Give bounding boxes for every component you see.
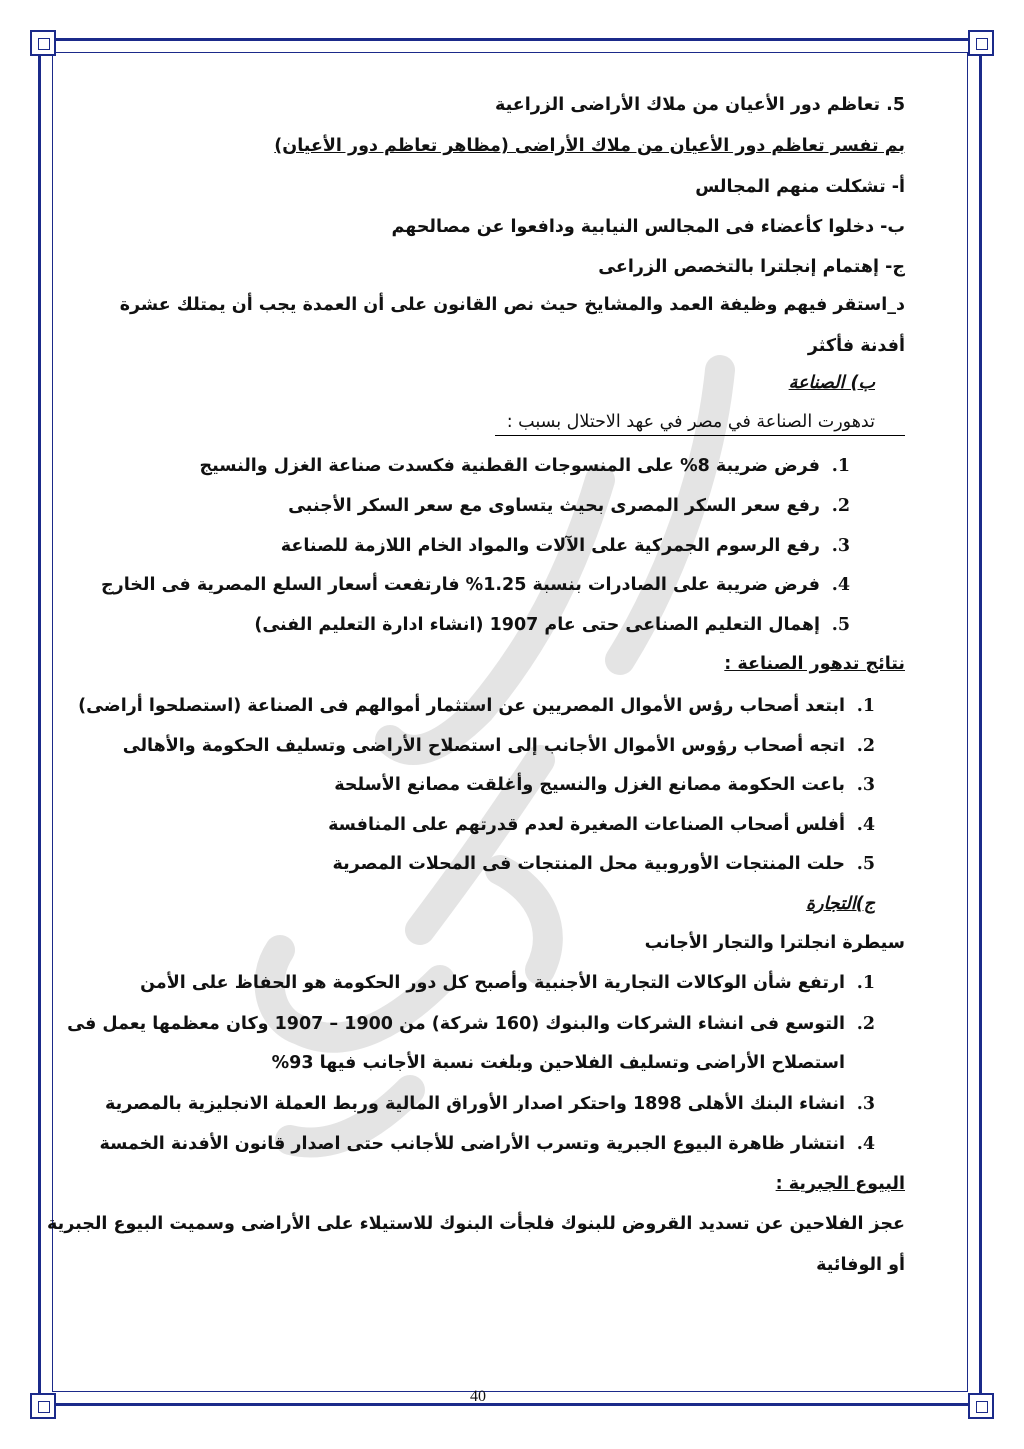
industry-cause-2: 2.رفع سعر السكر المصرى بحيث يتساوى مع سعر السكر الأجنبى bbox=[288, 496, 850, 516]
industry-cause-1: 1.فرض ضريبة 8% على المنسوجات القطنية فكسدت صناعة الغزل والنسيج bbox=[199, 456, 850, 476]
trade-heading: ج)التجارة bbox=[805, 894, 875, 914]
sub-item-j: ج- إهتمام إنجلترا بالتخصص الزراعى bbox=[598, 257, 905, 277]
sub-item-b: ب- دخلوا كأعضاء فى المجالس النيابية ودافعوا عن مصالحهم bbox=[391, 217, 905, 237]
industry-cause-4: 4.فرض ضريبة على الصادرات بنسبة 1.25% فارتفعت أسعار السلع المصرية فى الخارج bbox=[101, 575, 850, 595]
forced-sales-line1: عجز الفلاحين عن تسديد القروض للبنوك فلجأت البنوك للاستيلاء على الأراضى وسميت البيوع الجبرية bbox=[47, 1214, 905, 1234]
trade-item-1: 1.ارتفع شأن الوكالات التجارية الأجنبية وأصبح كل دور الحكومة هو الحفاظ على الأمن bbox=[140, 973, 875, 993]
industry-intro: تدهورت الصناعة في مصر في عهد الاحتلال بسبب : bbox=[506, 412, 875, 432]
industry-cause-5: 5.إهمال التعليم الصناعى حتى عام 1907 (انشاء ادارة التعليم الفنى) bbox=[254, 615, 850, 635]
results-heading: نتائج تدهور الصناعة : bbox=[724, 654, 905, 674]
industry-result-3: 3.باعت الحكومة مصانع الغزل والنسيج وأغلقت مصانع الأسلحة bbox=[334, 775, 875, 795]
page-number: 40 bbox=[470, 1388, 486, 1405]
trade-item-3: 3.انشاء البنك الأهلى 1898 واحتكر اصدار الأوراق المالية وربط العملة الانجليزية بالمصرية bbox=[105, 1094, 875, 1114]
corner-ornament bbox=[30, 30, 56, 56]
corner-ornament bbox=[968, 30, 994, 56]
industry-result-4: 4.أفلس أصحاب الصناعات الصغيرة لعدم قدرتهم على المنافسة bbox=[328, 815, 875, 835]
sub-item-d-line2: أفدنة فأكثر bbox=[807, 336, 905, 356]
industry-heading: ب) الصناعة bbox=[788, 373, 875, 393]
trade-item-2-cont: استصلاح الأراضى وتسليف الفلاحين وبلغت نسبة الأجانب فيها 93% bbox=[271, 1053, 845, 1073]
agriculture-item-5: 5. تعاظم دور الأعيان من ملاك الأراضى الزراعية bbox=[495, 95, 905, 115]
forced-sales-line2: أو الوفائية bbox=[816, 1255, 905, 1275]
corner-ornament bbox=[30, 1393, 56, 1419]
industry-result-1: 1.ابتعد أصحاب رؤس الأموال المصريين عن استثمار أموالهم فى الصناعة (استصلحوا أراضى) bbox=[78, 696, 875, 716]
explain-heading: بم تفسر تعاظم دور الأعيان من ملاك الأراضى (مظاهر تعاظم دور الأعيان) bbox=[274, 136, 905, 156]
trade-item-4: 4.انتشار ظاهرة البيوع الجبرية وتسرب الأراضى للأجانب حتى اصدار قانون الأفدنة الخمسة bbox=[99, 1134, 875, 1154]
sub-item-a: أ- تشكلت منهم المجالس bbox=[695, 177, 905, 197]
intro-underline bbox=[495, 435, 905, 436]
corner-ornament bbox=[968, 1393, 994, 1419]
industry-result-2: 2.اتجه أصحاب رؤوس الأموال الأجانب إلى استصلاح الأراضى وتسليف الحكومة والأهالى bbox=[122, 736, 875, 756]
sub-item-d-line1: د_استقر فيهم وظيفة العمد والمشايخ حيث نص القانون على أن العمدة يجب أن يمتلك عشرة bbox=[119, 295, 905, 315]
industry-result-5: 5.حلت المنتجات الأوروبية محل المنتجات فى المحلات المصرية bbox=[332, 854, 875, 874]
industry-cause-3: 3.رفع الرسوم الجمركية على الآلات والمواد الخام اللازمة للصناعة bbox=[280, 536, 850, 556]
document-page bbox=[47, 0, 905, 1449]
trade-intro: سيطرة انجلترا والتجار الأجانب bbox=[644, 933, 905, 953]
trade-item-2: 2.التوسع فى انشاء الشركات والبنوك (160 شركة) من 1900 – 1907 وكان معظمها يعمل فى bbox=[67, 1014, 875, 1034]
forced-sales-heading: البيوع الجبرية : bbox=[775, 1174, 905, 1194]
